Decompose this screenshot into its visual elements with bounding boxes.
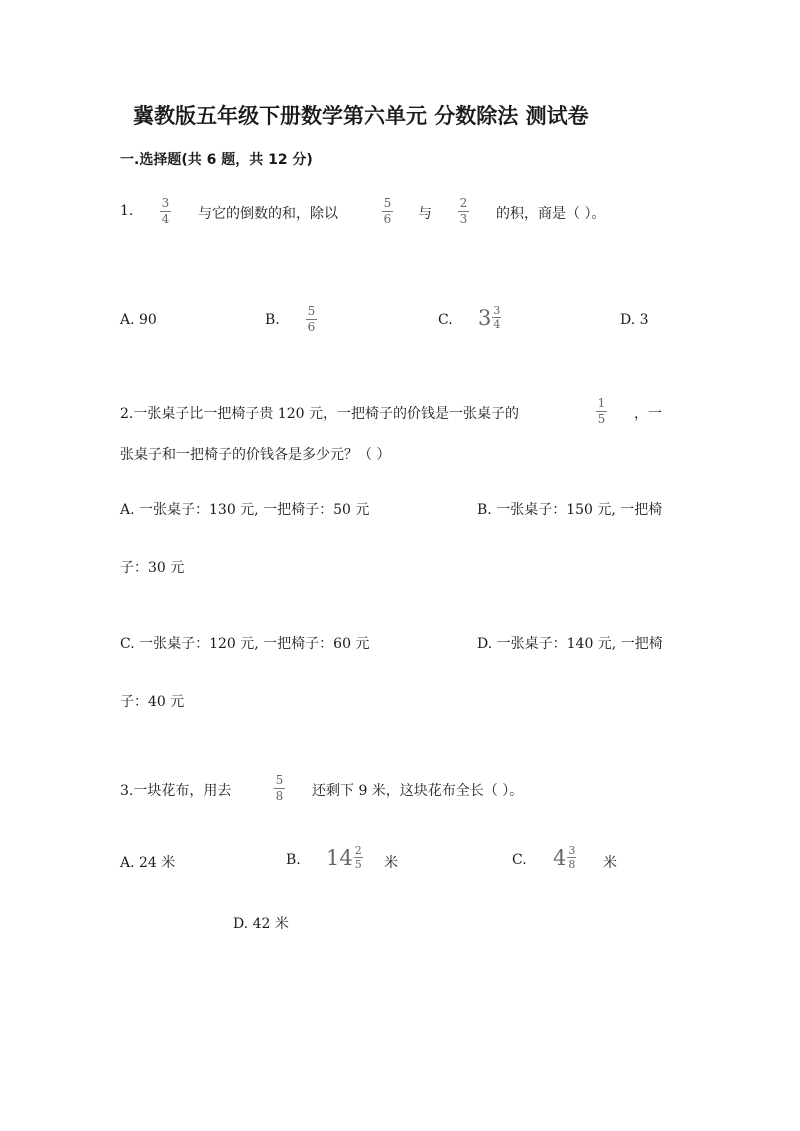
q2-fraction — [596, 397, 607, 426]
q2-option-d[interactable]: D. 一张桌子：140 元, 一把椅 — [477, 636, 663, 652]
q3-option-b-whole: 14 — [326, 845, 353, 870]
q1-option-c-label[interactable]: C. — [438, 312, 453, 328]
q2-line-1: 2.一张桌子比一把椅子贵 120 元，一把椅子的价钱是一张桌子的 — [120, 406, 519, 422]
q3-option-c-whole: 4 — [553, 845, 567, 870]
q1-option-a[interactable]: A. 90 — [120, 312, 157, 328]
q1-option-b-numerator: 5 — [307, 304, 316, 318]
q3-text-2: 还剩下 9 米，这块花布全长（ ）。 — [312, 783, 524, 799]
q1-fraction-b-denominator: 6 — [383, 212, 392, 226]
q1-option-b-denominator: 6 — [307, 320, 316, 334]
q1-option-c-denominator: 4 — [493, 318, 501, 331]
q3-option-b-numerator: 2 — [354, 844, 362, 857]
q2-line-2: 张桌子和一把椅子的价钱各是多少元？（ ） — [120, 447, 391, 463]
page-title: 冀教版五年级下册数学第六单元 分数除法 测试卷 — [133, 104, 589, 128]
q3-option-c-numerator: 3 — [568, 844, 576, 857]
q3-option-c-denominator: 8 — [568, 858, 576, 871]
q3-option-b-mixed-number — [326, 845, 363, 870]
q2-option-b[interactable]: B. 一张桌子：150 元, 一把椅 — [477, 502, 663, 518]
q2-option-c[interactable]: C. 一张桌子：120 元, 一把椅子：60 元 — [120, 636, 370, 652]
q3-option-a[interactable]: A. 24 米 — [120, 855, 176, 871]
q1-fraction-a-numerator: 3 — [161, 196, 170, 210]
q1-text-1: 与它的倒数的和，除以 — [198, 206, 338, 222]
q2-fraction-numerator: 1 — [597, 396, 606, 410]
q1-option-c-numerator: 3 — [493, 304, 501, 317]
q3-option-c-mixed-number — [553, 845, 576, 870]
q2-line-1-end: ，一 — [634, 406, 662, 422]
q1-text-2: 与 — [418, 206, 432, 222]
q2-option-a[interactable]: A. 一张桌子：130 元, 一把椅子：50 元 — [120, 502, 370, 518]
q1-fraction-c-numerator: 2 — [459, 196, 468, 210]
q1-option-c-fraction — [492, 305, 501, 330]
q3-text-1: 3.一块花布，用去 — [120, 783, 232, 799]
q1-option-c-whole: 3 — [478, 305, 492, 330]
q1-fraction-a-denominator: 4 — [161, 212, 170, 226]
q3-option-c-fraction — [567, 845, 576, 870]
q1-fraction-b-numerator: 5 — [383, 196, 392, 210]
q3-option-c-unit: 米 — [603, 855, 617, 871]
q3-fraction-numerator: 5 — [275, 773, 284, 787]
q1-fraction-b — [382, 197, 393, 226]
q3-option-b-denominator: 5 — [354, 858, 362, 871]
q1-fraction-a — [160, 197, 171, 226]
q3-option-d[interactable]: D. 42 米 — [233, 916, 289, 932]
q3-option-b-fraction — [354, 845, 363, 870]
q2-option-b-continued: 子：30 元 — [120, 560, 185, 576]
section-heading: 一.选择题(共 6 题，共 12 分) — [120, 152, 313, 168]
q1-text-3: 的积，商是（ ）。 — [496, 206, 606, 222]
q1-option-b-fraction — [306, 305, 317, 334]
q3-fraction-denominator: 8 — [275, 789, 284, 803]
q1-fraction-c-denominator: 3 — [459, 212, 468, 226]
q1-option-b-label[interactable]: B. — [265, 312, 280, 328]
q1-fraction-c — [458, 197, 469, 226]
q1-option-c-mixed-number — [478, 305, 501, 330]
q3-option-b-unit: 米 — [384, 855, 398, 871]
q1-number: 1. — [120, 203, 134, 219]
q2-fraction-denominator: 5 — [597, 412, 606, 426]
q3-option-b-label[interactable]: B. — [286, 852, 301, 868]
q3-option-c-label[interactable]: C. — [512, 852, 527, 868]
q3-fraction — [274, 774, 285, 803]
q1-option-d[interactable]: D. 3 — [620, 312, 649, 328]
q2-option-d-continued: 子：40 元 — [120, 694, 185, 710]
